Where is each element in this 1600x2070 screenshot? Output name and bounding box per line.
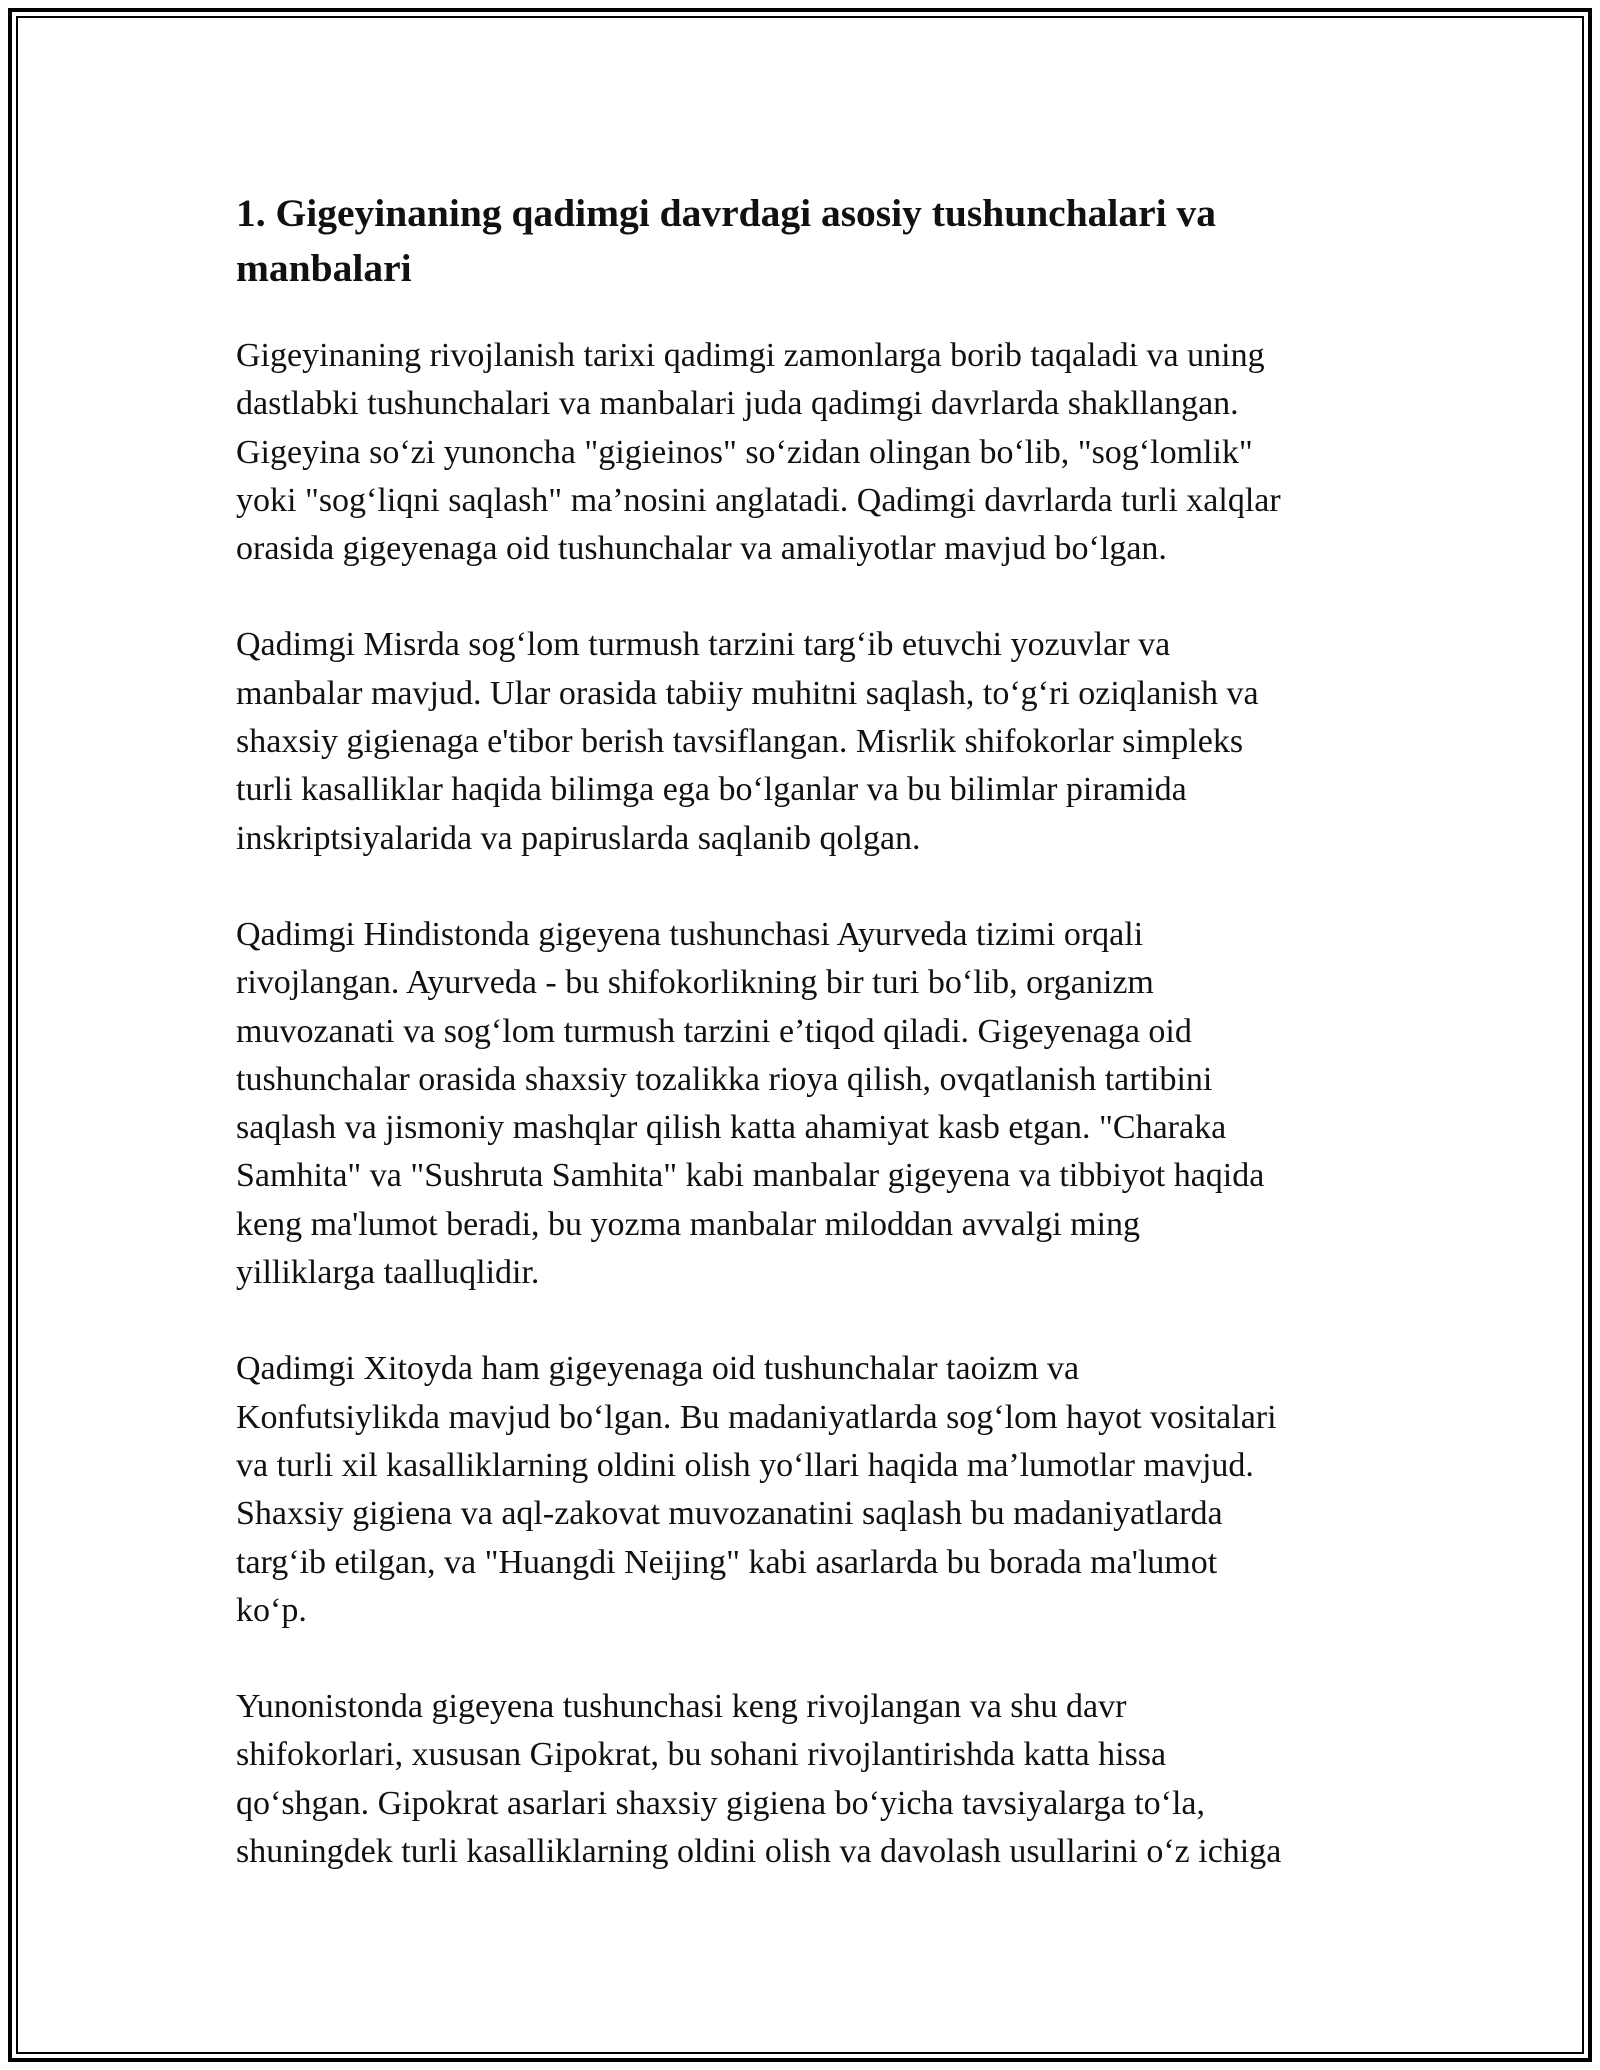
heading-line: 1. Gigeyinaning qadimgi davrdagi asosiy tushunchalari va: [236, 191, 1217, 235]
text-line: targ‘ib etilgan, va "Huangdi Neijing" kabi asarlarda bu borada ma'lumot: [236, 1543, 1218, 1581]
text-line: Samhita" va "Sushruta Samhita" kabi manbalar gigeyena va tibbiyot haqida: [236, 1157, 1265, 1195]
paragraph-india: [236, 911, 1386, 1297]
text-line: tushunchalar orasida shaxsiy tozalikka rioya qilish, ovqatlanish tartibini: [236, 1060, 1213, 1098]
text-line: Gigeyina so‘zi yunoncha "gigieinos" so‘zidan olingan bo‘lib, "sog‘lomlik": [236, 433, 1253, 471]
text-line: Qadimgi Xitoyda ham gigeyenaga oid tushunchalar taoizm va: [236, 1350, 1080, 1388]
paragraph-china: [236, 1345, 1386, 1635]
text-line: yoki "sog‘liqni saqlash" ma’nosini anglatadi. Qadimgi davrlarda turli xalqlar: [236, 481, 1281, 519]
text-line: shifokorlari, xususan Gipokrat, bu sohani rivojlantirishda katta hissa: [236, 1736, 1167, 1774]
text-line: rivojlangan. Ayurveda - bu shifokorlikning bir turi bo‘lib, organizm: [236, 964, 1154, 1002]
paragraph-greece: [236, 1683, 1386, 1876]
paragraph-intro: [236, 332, 1386, 573]
text-line: manbalar mavjud. Ular orasida tabiiy muhitni saqlash, to‘g‘ri oziqlanish va: [236, 674, 1259, 712]
text-line: Konfutsiylikda mavjud bo‘lgan. Bu madaniyatlarda sog‘lom hayot vositalari: [236, 1398, 1277, 1436]
text-line: Yunonistonda gigeyena tushunchasi keng rivojlangan va shu davr: [236, 1688, 1127, 1726]
text-line: shuningdek turli kasalliklarning oldini olish va davolash usullarini o‘z ichiga: [236, 1833, 1282, 1871]
text-line: Shaxsiy gigiena va aql-zakovat muvozanatini saqlash bu madaniyatlarda: [236, 1495, 1223, 1533]
text-line: keng ma'lumot beradi, bu yozma manbalar miloddan avvalgi ming: [236, 1205, 1141, 1243]
text-line: Gigeyinaning rivojlanish tarixi qadimgi zamonlarga borib taqaladi va uning: [236, 337, 1265, 374]
text-line: qo‘shgan. Gipokrat asarlari shaxsiy gigiena bo‘yicha tavsiyalarga to‘la,: [236, 1784, 1206, 1822]
text-line: inskriptsiyalarida va papiruslarda saqlanib qolgan.: [236, 819, 921, 857]
text-line: dastlabki tushunchalari va manbalari juda qadimgi davrlarda shakllangan.: [236, 385, 1239, 423]
text-line: muvozanati va sog‘lom turmush tarzini e’tiqod qiladi. Gigeyenaga oid: [236, 1012, 1192, 1050]
text-line: Qadimgi Misrda sog‘lom turmush tarzini targ‘ib etuvchi yozuvlar va: [236, 626, 1171, 664]
document-body: [236, 186, 1386, 1924]
paragraph-egypt: [236, 621, 1386, 862]
section-heading: [236, 186, 1386, 296]
text-line: va turli xil kasalliklarning oldini olish yo‘llari haqida ma’lumotlar mavjud.: [236, 1446, 1254, 1484]
text-line: shaxsiy gigienaga e'tibor berish tavsiflangan. Misrlik shifokorlar simpleks: [236, 723, 1244, 761]
text-line: orasida gigeyenaga oid tushunchalar va amaliyotlar mavjud bo‘lgan.: [236, 530, 1167, 568]
heading-line: manbalari: [236, 246, 412, 290]
text-line: Qadimgi Hindistonda gigeyena tushunchasi Ayurveda tizimi orqali: [236, 915, 1144, 953]
text-line: yilliklarga taalluqlidir.: [236, 1254, 540, 1292]
text-line: saqlash va jismoniy mashqlar qilish katta ahamiyat kasb etgan. "Charaka: [236, 1109, 1227, 1147]
text-line: ko‘p.: [236, 1591, 307, 1629]
text-line: turli kasalliklar haqida bilimga ega bo‘lganlar va bu bilimlar piramida: [236, 771, 1187, 809]
